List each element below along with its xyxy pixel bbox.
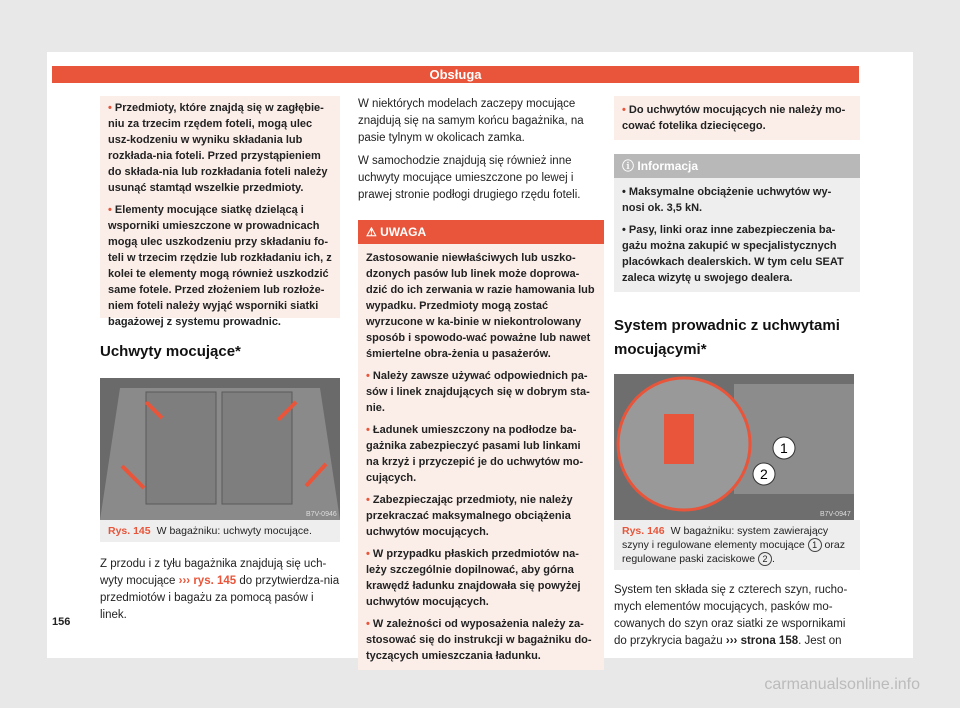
body-paragraph: W samochodzie znajdują się również inne uchwyty mocujące umieszczone po lewej i prawej stronie podłogi drugiego rzędu foteli. [358, 155, 581, 201]
list-item: • W przypadku płaskich przedmiotów na-leży szczególnie dopilnować, aby górna krawędź ładunku znajdowała się powyżej uchwytów mocujących. [366, 548, 581, 608]
figure-image [100, 378, 340, 520]
list-item: • Pasy, linki oraz inne zabezpieczenia ba-gażu można zakupić w specjalistycznych placówkach dealerskich. W tym celu SEAT zaleca wizytę u swojego dealera. [622, 224, 844, 284]
list-item: • Przedmioty, które znajdą się w zagłębie-niu za trzecim rzędem foteli, mogą ulec usz-kodzeniu w wyniku składania lub rozkłada-nia foteli. Przed przystąpieniem do składa-nia lub rozkładania foteli należy usunąć stamtąd wszelkie przedmioty. [108, 102, 328, 194]
list-item: • Ładunek umieszczony na podłodze ba-gażnika zabezpieczyć pasami lub linkami na krzyż i przyczepić je do uchwytów mo-cujących. [366, 424, 583, 484]
list-item: • Zabezpieczając przedmioty, nie należy przekraczać maksymalnego obciążenia uchwytów mocujących. [366, 494, 573, 538]
list-item: • Maksymalne obciążenie uchwytów wy-nosi ok. 3,5 kN. [622, 186, 832, 214]
info-box [614, 154, 860, 292]
body-paragraph: W niektórych modelach zaczepy mocujące znajdują się na samym końcu bagażnika, na pasie tylnym w okolicach zamka. [358, 98, 584, 144]
info-body [614, 178, 860, 292]
warning-box [358, 220, 604, 670]
page-link[interactable]: strona 158 [740, 635, 799, 647]
list-item: • W zależności od wyposażenia należy za-stosować się do instrukcji w bagażniku do-tyczących umieszczania ładunku. [366, 618, 592, 662]
list-item: • Elementy mocujące siatkę dzielącą i wsporniki umieszczone w prowadnicach mogą ulec uszkodzeniu przy składaniu fo-teli w trzecim rzędzie lub rozkładaniu ich, z kolei te elementy mogą również uszkodzić same fotele. Przed złożeniem lub rozłoże-niem foteli należy wyjąć wsporniki siatki bagażowej z systemu prowadnic. [108, 204, 332, 328]
page-number: 156 [52, 616, 71, 628]
figure-image [614, 374, 854, 520]
section-title: Uchwyty mocujące* [100, 343, 241, 360]
warning-header: ⚠ UWAGA [358, 220, 604, 244]
callout-2: 2 [760, 466, 768, 482]
svg-text:B7V-0947: B7V-0947 [820, 511, 851, 518]
warning-body [358, 244, 604, 670]
page-header: Obsługa [52, 66, 859, 83]
figure-link[interactable]: rys. 145 [193, 575, 237, 587]
callout-1: 1 [780, 440, 788, 456]
list-item: • Należy zawsze używać odpowiednich pa-sów i linek znajdujących się w dobrym sta-nie. [366, 370, 590, 414]
warning-continuation [100, 96, 340, 328]
rail-photo [614, 374, 854, 520]
body-paragraph: System ten składa się z czterech szyn, rucho-mych elementów mocujących, pasków mo-cowanych do szyn oraz siatki ze wspornikami do przykrycia bagażu ››› strona 158. Jest on [614, 584, 848, 647]
svg-text:B7V-0946: B7V-0946 [306, 511, 337, 518]
watermark: carmanualsonline.info [764, 676, 920, 693]
trunk-photo [100, 378, 340, 520]
figure-caption: Rys. 146 W bagażniku: system zawierający szyny i regulowane elementy mocujące 1 oraz regulowane paski zaciskowe 2 . [614, 520, 860, 570]
warning-icon: ⚠ [366, 225, 377, 239]
info-header: ⓘ Informacja [614, 154, 860, 178]
warning-continuation: • Do uchwytów mocujących nie należy mo-cować fotelika dziecięcego. [614, 96, 860, 140]
section-title: System prowadnic z uchwytami mocującymi* [614, 317, 840, 358]
warning-text: Zastosowanie niewłaściwych lub uszko-dzonych pasów lub linek może doprowa-dzić do ich zerwania w razie hamowania lub wypadku. Przedmioty mogą zostać wyrzucone w ka-binie w niekontrolowany sposób i spowodo-wać poważne lub nawet śmiertelne obra-żenia u pasażerów. [366, 252, 595, 360]
body-paragraph: Z przodu i z tyłu bagażnika znajdują się uch-wyty mocujące ››› rys. 145 do przytwierdza-nia przedmiotów i bagażu za pomocą pasów i linek. [100, 558, 340, 621]
figure-caption: Rys. 145 W bagażniku: uchwyty mocujące. [100, 520, 340, 542]
info-icon: ⓘ [622, 159, 635, 173]
